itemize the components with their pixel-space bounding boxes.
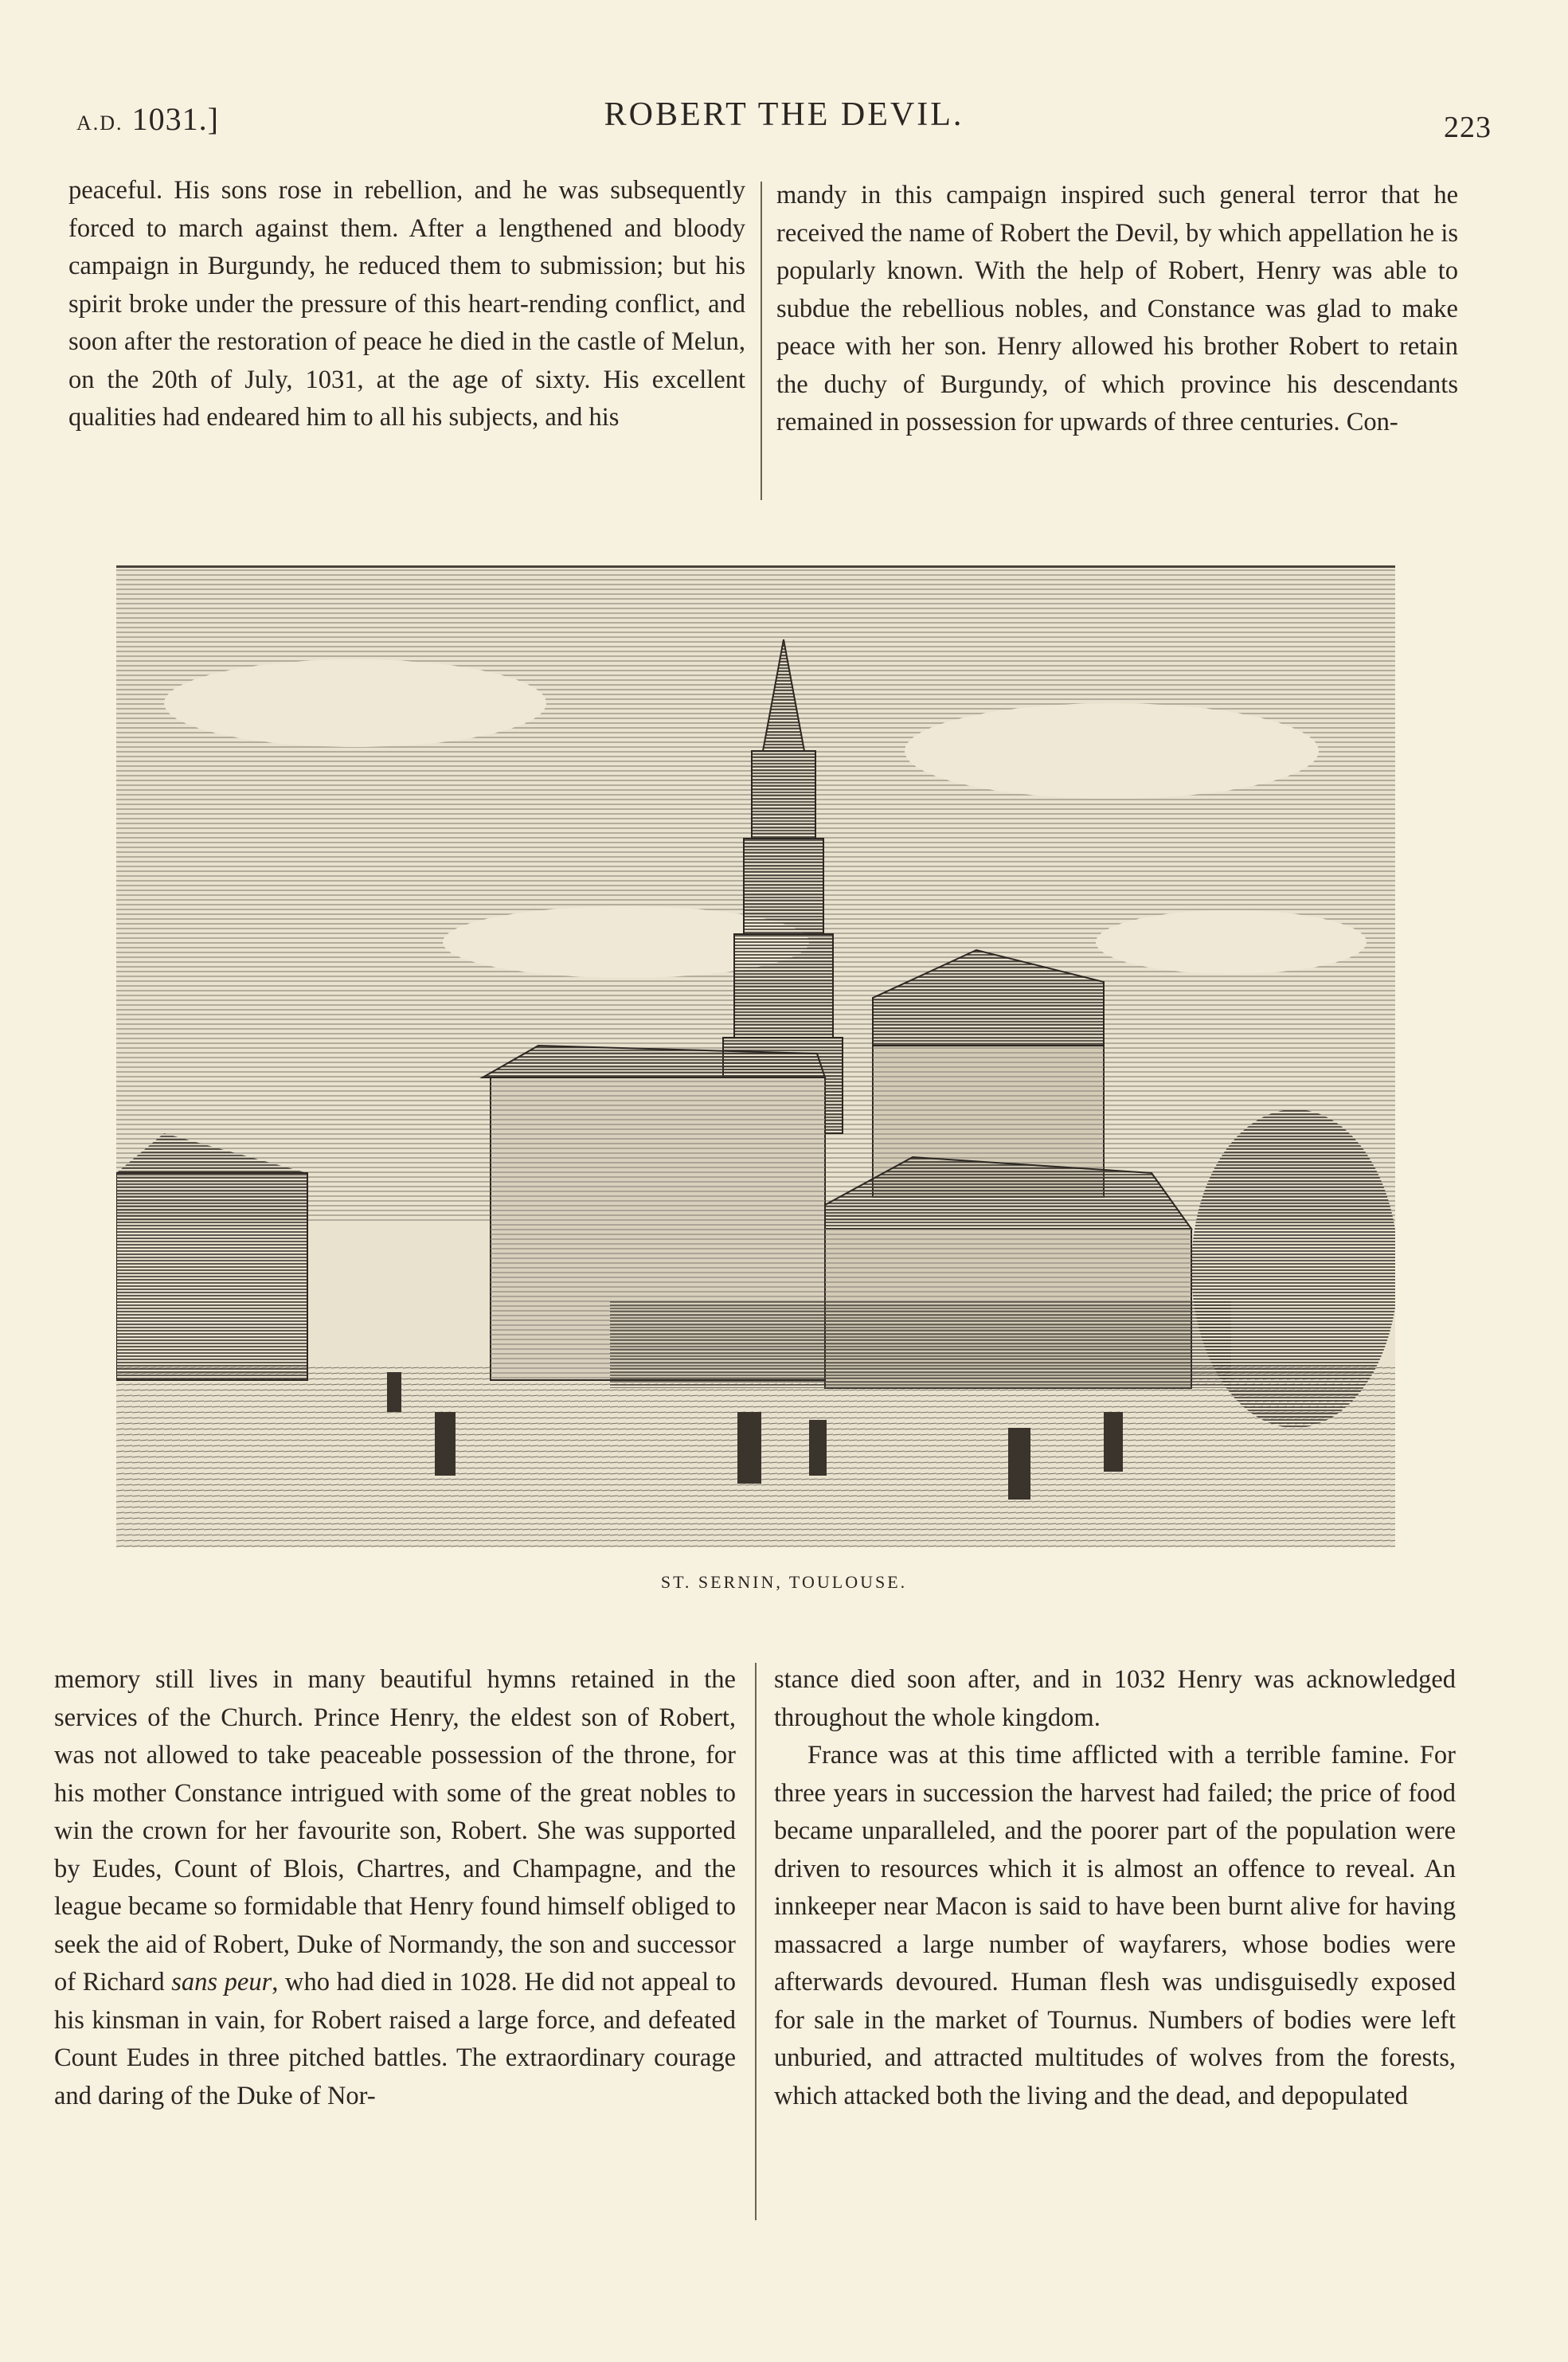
figure-caption: ST. SERNIN, TOULOUSE. bbox=[660, 1572, 908, 1592]
bottom-right-column bbox=[774, 1661, 1456, 2115]
column-divider bbox=[761, 182, 762, 500]
paragraph-text-continued: , who had died in 1028. He did not appeal to his kinsman in vain, for Robert raised a large force, and defeated Count Eudes in three pitched battles. The extraordinary courage and daring of the Duke of Nor- bbox=[54, 1968, 737, 2110]
top-right-column bbox=[776, 177, 1458, 442]
paragraph: France was at this time afflicted with a terrible famine. For three years in succession the harvest had failed; the price of food became unparalleled, and the poorer part of the population were driven to resources which it is almost an offence to reveal. An innkeeper near Macon is said to have been burnt alive for having massacred a large number of wayfarers, whose bodies were afterwards devoured. Human flesh was undisguisedly exposed for sale in the market of Tournus. Numbers of bodies were left unburied, and attracted multitudes of wolves from the forests, which attacked both the living and the dead, and depopulated bbox=[774, 1741, 1456, 2110]
era-prefix: A.D. bbox=[76, 111, 123, 135]
paragraph: stance died soon after, and in 1032 Henry was acknowledged throughout the whole kingdom. bbox=[774, 1665, 1456, 1732]
column-divider bbox=[755, 1663, 757, 2220]
year-text: 1031.] bbox=[131, 101, 219, 137]
page-title: ROBERT THE DEVIL. bbox=[604, 96, 964, 133]
paragraph: mandy in this campaign inspired such general terror that he received the name of Robert the Devil, by which appellation he is popularly known. With the help of Robert, Henry was able to subdue the rebellious nobles, and Constance was glad to make peace with her son. Henry allowed his brother Robert to retain the duchy of Burgundy, of which province his descendants remained in possession for upwards of three centuries. Con- bbox=[776, 181, 1458, 436]
paragraph: peaceful. His sons rose in rebellion, and he was subsequently forced to march against them. After a lengthened and bloody campaign in Burgundy, he reduced them to submission; but his spirit broke under the pressure of this heart-rending conflict, and soon after the restoration of peace he died in the castle of Melun, on the 20th of July, 1031, at the age of sixty. His excellent qualities had endeared him to all his subjects, and his bbox=[68, 176, 745, 432]
bottom-left-column bbox=[54, 1661, 736, 2115]
page-number: 223 bbox=[1444, 111, 1492, 144]
top-left-column bbox=[68, 172, 745, 437]
church-engraving-image bbox=[116, 568, 1395, 1547]
italic-phrase: sans peur bbox=[171, 1968, 272, 1996]
running-head bbox=[76, 96, 1492, 143]
engraving-illustration bbox=[116, 565, 1395, 1547]
paragraph bbox=[54, 1661, 736, 2115]
paragraph-text: memory still lives in many beautiful hymns retained in the services of the Church. Prince Henry, the eldest son of Robert, was not allowed to take peaceable possession of the throne, for his mother Constance intrigued with some of the great nobles to win the crown for her favourite son, Robert. She was supported by Eudes, Count of Blois, Chartres, and Champagne, and the league became so formidable that Henry found himself obliged to seek the aid of Robert, Duke of Normandy, the son and successor of Richard bbox=[54, 1665, 736, 1996]
